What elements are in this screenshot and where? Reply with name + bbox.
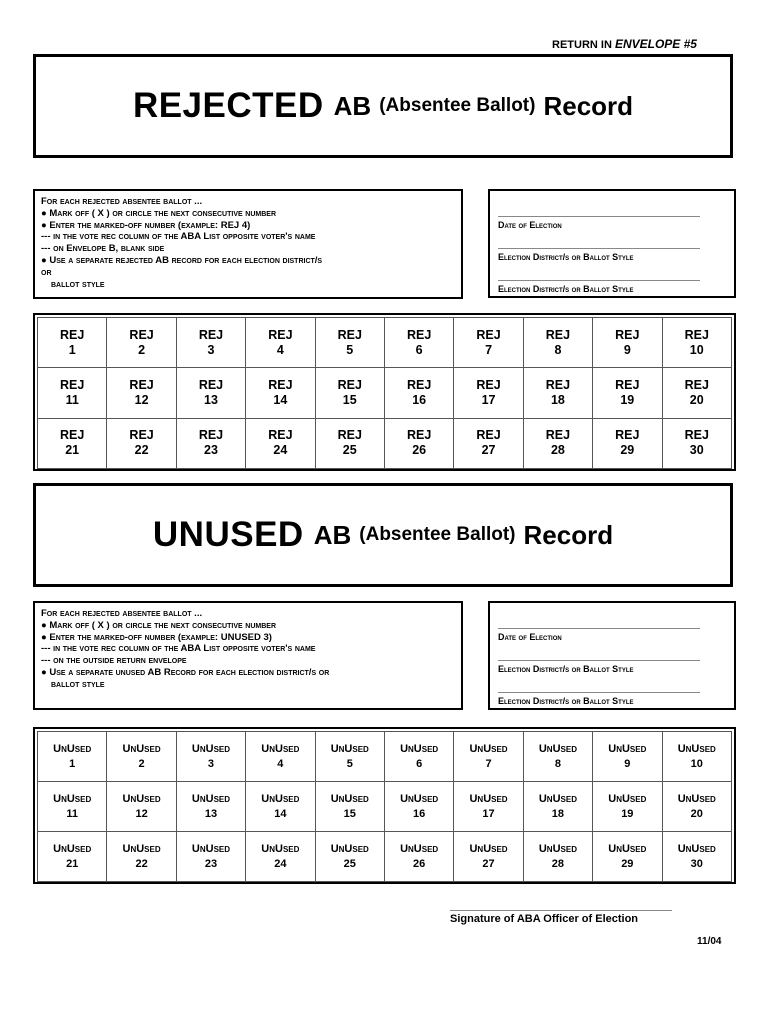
unused-title-box	[33, 483, 733, 587]
cell-prefix: UnUsed	[400, 792, 439, 805]
instruction-line: --- in the vote rec column of the ABA List opposite voter's name	[41, 643, 316, 655]
unused-number-cell[interactable]	[38, 782, 107, 832]
election-district-field[interactable]	[498, 248, 700, 262]
rejected-instructions	[33, 189, 463, 299]
rejected-title: REJECTED	[132, 86, 324, 125]
date-of-election-label: Date of Election	[498, 220, 562, 230]
cell-number: 27	[481, 443, 496, 458]
cell-number: 20	[689, 392, 704, 407]
cell-prefix: REJ	[545, 428, 571, 443]
instruction-line: ballot style	[51, 278, 105, 290]
cell-prefix: UnUsed	[608, 742, 647, 755]
rejected-number-cell[interactable]	[384, 368, 453, 418]
cell-prefix: UnUsed	[538, 842, 577, 855]
unused-number-cell[interactable]	[454, 782, 523, 832]
cell-number: 22	[134, 443, 149, 458]
cell-prefix: REJ	[60, 327, 85, 342]
cell-prefix: REJ	[198, 327, 224, 342]
cell-prefix: REJ	[615, 327, 640, 342]
election-district-field[interactable]	[498, 660, 700, 674]
cell-prefix: UnUsed	[677, 742, 716, 755]
unused-number-cell[interactable]	[523, 782, 592, 832]
cell-number: 1	[69, 757, 76, 770]
cell-number: 2	[138, 757, 145, 770]
cell-number: 13	[204, 807, 218, 820]
rejected-number-cell[interactable]	[246, 368, 315, 418]
instruction-line: --- on Envelope B, blank side	[41, 243, 165, 255]
cell-prefix: REJ	[615, 428, 640, 443]
cell-number: 11	[65, 392, 79, 407]
election-district-label: Election District/s or Ballot Style	[498, 664, 634, 674]
cell-prefix: UnUsed	[261, 742, 300, 755]
rejected-number-cell[interactable]	[454, 318, 523, 368]
cell-prefix: UnUsed	[538, 742, 577, 755]
unused-number-cell[interactable]	[315, 732, 384, 782]
election-district-field[interactable]	[498, 692, 700, 706]
instruction-line: ● Enter the marked-off number (example: UNUSED 3)	[41, 631, 272, 643]
instruction-line: ballot style	[51, 678, 105, 690]
cell-prefix: REJ	[198, 428, 224, 443]
rejected-number-cell[interactable]	[107, 418, 176, 468]
instruction-line: ● Use a separate unused AB Record for each election district/s or	[41, 666, 330, 678]
rejected-number-cell[interactable]	[523, 318, 592, 368]
rejected-number-cell[interactable]	[523, 368, 592, 418]
cell-prefix: REJ	[198, 377, 224, 392]
election-district-field[interactable]	[498, 280, 700, 294]
unused-number-cell[interactable]	[38, 732, 107, 782]
cell-number: 8	[554, 757, 561, 770]
cell-prefix: UnUsed	[53, 842, 92, 855]
unused-number-cell[interactable]	[107, 782, 176, 832]
unused-number-cell[interactable]	[315, 832, 384, 882]
cell-prefix: REJ	[268, 327, 293, 342]
unused-title-paren: (Absentee Ballot)	[359, 524, 516, 545]
cell-prefix: UnUsed	[330, 742, 369, 755]
cell-prefix: UnUsed	[469, 842, 508, 855]
election-district-label: Election District/s or Ballot Style	[498, 284, 634, 294]
rejected-title-box	[33, 54, 733, 158]
cell-prefix: REJ	[545, 327, 571, 342]
cell-number: 26	[413, 857, 426, 870]
cell-number: 15	[343, 807, 356, 820]
cell-number: 18	[551, 807, 565, 820]
unused-number-cell[interactable]	[107, 732, 176, 782]
return-envelope: ENVELOPE #5	[614, 37, 697, 51]
rejected-number-cell[interactable]	[246, 318, 315, 368]
unused-title: UNUSED	[152, 515, 304, 554]
rejected-number-cell[interactable]	[384, 418, 453, 468]
instruction-line: --- on the outside return envelope	[41, 655, 187, 667]
rejected-number-cell[interactable]	[38, 418, 107, 468]
signature-line[interactable]	[450, 910, 672, 911]
rejected-number-grid	[33, 313, 736, 471]
cell-prefix: UnUsed	[400, 842, 439, 855]
cell-prefix: REJ	[129, 327, 154, 342]
instruction-line: ● Enter the marked-off number (example: REJ 4)	[41, 219, 251, 231]
grid-row	[38, 368, 732, 418]
cell-number: 12	[135, 807, 148, 820]
cell-prefix: REJ	[406, 327, 432, 342]
cell-prefix: REJ	[476, 327, 501, 342]
unused-number-cell[interactable]	[454, 732, 523, 782]
cell-number: 16	[412, 392, 427, 407]
unused-number-cell[interactable]	[315, 782, 384, 832]
cell-prefix: REJ	[337, 428, 362, 443]
cell-number: 23	[204, 857, 218, 870]
rejected-number-cell[interactable]	[662, 368, 731, 418]
unused-number-cell[interactable]	[593, 832, 662, 882]
rejected-number-cell[interactable]	[176, 418, 245, 468]
unused-title-ab: AB	[313, 519, 352, 550]
cell-prefix: UnUsed	[53, 742, 92, 755]
unused-number-cell[interactable]	[384, 832, 453, 882]
cell-prefix: REJ	[268, 377, 293, 392]
grid-row	[38, 782, 732, 832]
rejected-title-ab: AB	[333, 90, 372, 121]
cell-prefix: UnUsed	[191, 742, 231, 755]
unused-number-cell[interactable]	[384, 732, 453, 782]
cell-number: 11	[66, 807, 79, 820]
cell-prefix: UnUsed	[191, 842, 231, 855]
election-district-label: Election District/s or Ballot Style	[498, 252, 634, 262]
form-date-code: 11/04	[697, 936, 722, 947]
unused-number-cell[interactable]	[523, 832, 592, 882]
cell-number: 17	[481, 392, 496, 407]
cell-prefix: REJ	[60, 377, 85, 392]
unused-number-cell[interactable]	[662, 832, 731, 882]
rejected-number-cell[interactable]	[38, 368, 107, 418]
rejected-number-cell[interactable]	[593, 418, 662, 468]
unused-number-grid	[33, 727, 736, 884]
cell-number: 17	[482, 807, 495, 820]
cell-number: 10	[689, 342, 704, 357]
cell-number: 7	[485, 342, 493, 357]
rejected-number-cell[interactable]	[176, 318, 245, 368]
cell-number: 15	[342, 392, 357, 407]
cell-number: 3	[207, 342, 215, 357]
rejected-number-cell[interactable]	[246, 418, 315, 468]
cell-number: 27	[482, 857, 495, 870]
cell-number: 4	[277, 757, 284, 770]
unused-number-cell[interactable]	[593, 732, 662, 782]
cell-number: 7	[485, 757, 492, 770]
cell-number: 5	[346, 342, 354, 357]
unused-number-cell[interactable]	[107, 832, 176, 882]
cell-prefix: REJ	[476, 377, 501, 392]
rejected-number-cell[interactable]	[315, 418, 384, 468]
cell-number: 1	[68, 342, 76, 357]
date-of-election-label: Date of Election	[498, 632, 562, 642]
cell-prefix: UnUsed	[330, 842, 369, 855]
unused-number-cell[interactable]	[246, 832, 315, 882]
cell-number: 25	[343, 857, 356, 870]
cell-prefix: REJ	[684, 377, 709, 392]
cell-number: 28	[551, 857, 565, 870]
rejected-number-cell[interactable]	[107, 368, 176, 418]
cell-number: 14	[273, 392, 288, 407]
cell-prefix: UnUsed	[469, 792, 508, 805]
rejected-number-cell[interactable]	[523, 418, 592, 468]
rejected-number-cell[interactable]	[593, 368, 662, 418]
cell-number: 2	[138, 342, 146, 357]
cell-number: 19	[621, 807, 634, 820]
cell-prefix: UnUsed	[122, 792, 161, 805]
cell-number: 4	[276, 342, 284, 357]
cell-prefix: REJ	[268, 428, 293, 443]
unused-info-box	[488, 601, 736, 710]
rejected-number-cell[interactable]	[176, 368, 245, 418]
cell-prefix: UnUsed	[469, 742, 508, 755]
cell-number: 13	[204, 392, 218, 407]
unused-number-cell[interactable]	[246, 782, 315, 832]
cell-number: 29	[620, 443, 635, 458]
cell-number: 5	[346, 757, 353, 770]
unused-number-cell[interactable]	[384, 782, 453, 832]
unused-number-cell[interactable]	[38, 832, 107, 882]
cell-number: 22	[135, 857, 148, 870]
cell-prefix: UnUsed	[261, 842, 300, 855]
cell-prefix: REJ	[337, 327, 362, 342]
cell-number: 19	[620, 392, 635, 407]
unused-number-cell[interactable]	[176, 832, 245, 882]
cell-prefix: REJ	[545, 377, 571, 392]
cell-prefix: REJ	[337, 377, 362, 392]
cell-number: 30	[690, 857, 703, 870]
unused-number-cell[interactable]	[662, 782, 731, 832]
instruction-line: ● Mark off ( X ) or circle the next consecutive number	[41, 207, 277, 219]
cell-prefix: UnUsed	[261, 792, 300, 805]
cell-number: 3	[207, 757, 215, 770]
cell-number: 30	[689, 443, 704, 458]
instruction-line: ● Mark off ( X ) or circle the next consecutive number	[41, 619, 277, 631]
cell-number: 14	[274, 807, 287, 820]
unused-number-cell[interactable]	[176, 732, 245, 782]
rejected-number-cell[interactable]	[662, 318, 731, 368]
rejected-number-cell[interactable]	[593, 318, 662, 368]
instruction-line: --- in the vote rec column of the ABA List opposite voter's name	[41, 231, 316, 243]
return-prefix: RETURN IN	[552, 39, 612, 51]
election-district-label: Election District/s or Ballot Style	[498, 696, 634, 706]
rejected-title-paren: (Absentee Ballot)	[379, 95, 536, 116]
cell-prefix: UnUsed	[191, 792, 231, 805]
date-of-election-field[interactable]	[498, 628, 700, 642]
rejected-title-record: Record	[543, 90, 634, 121]
cell-prefix: UnUsed	[538, 792, 577, 805]
cell-number: 21	[65, 443, 80, 458]
instruction-line: or	[41, 266, 52, 278]
cell-number: 24	[273, 443, 288, 458]
rejected-number-cell[interactable]	[454, 368, 523, 418]
cell-prefix: REJ	[684, 428, 709, 443]
unused-title-record: Record	[523, 519, 614, 550]
cell-number: 20	[690, 807, 703, 820]
cell-prefix: UnUsed	[330, 792, 369, 805]
grid-row	[38, 832, 732, 882]
cell-number: 9	[623, 342, 631, 357]
cell-prefix: UnUsed	[400, 742, 439, 755]
date-of-election-field[interactable]	[498, 216, 700, 230]
rejected-info-box	[488, 189, 736, 298]
return-instruction	[552, 37, 697, 51]
cell-number: 18	[550, 392, 565, 407]
cell-number: 6	[415, 342, 423, 357]
cell-number: 10	[690, 757, 703, 770]
rejected-number-cell[interactable]	[454, 418, 523, 468]
cell-number: 8	[554, 342, 562, 357]
cell-prefix: REJ	[129, 428, 154, 443]
grid-row	[38, 418, 732, 468]
cell-number: 23	[204, 443, 218, 458]
cell-number: 16	[413, 807, 426, 820]
rejected-number-cell[interactable]	[315, 368, 384, 418]
cell-prefix: REJ	[406, 428, 432, 443]
instruction-line: ● Use a separate rejected AB record for each election district/s	[41, 254, 323, 266]
cell-prefix: REJ	[615, 377, 640, 392]
cell-number: 25	[342, 443, 357, 458]
unused-number-cell[interactable]	[662, 732, 731, 782]
grid-row	[38, 318, 732, 368]
unused-instructions	[33, 601, 463, 710]
instruction-line: For each rejected absentee ballot ...	[41, 608, 203, 619]
cell-prefix: REJ	[406, 377, 432, 392]
rejected-number-cell[interactable]	[384, 318, 453, 368]
rejected-number-cell[interactable]	[107, 318, 176, 368]
cell-prefix: REJ	[684, 327, 709, 342]
rejected-number-cell[interactable]	[38, 318, 107, 368]
cell-prefix: REJ	[476, 428, 501, 443]
cell-prefix: UnUsed	[53, 792, 92, 805]
rejected-number-cell[interactable]	[315, 318, 384, 368]
grid-row	[38, 732, 732, 782]
unused-number-cell[interactable]	[593, 782, 662, 832]
cell-prefix: UnUsed	[122, 742, 161, 755]
cell-prefix: UnUsed	[677, 842, 716, 855]
cell-prefix: REJ	[129, 377, 154, 392]
signature-label: Signature of ABA Officer of Election	[450, 913, 639, 925]
cell-number: 21	[66, 857, 79, 870]
unused-number-cell[interactable]	[523, 732, 592, 782]
unused-number-cell[interactable]	[454, 832, 523, 882]
cell-number: 9	[624, 757, 631, 770]
instruction-line: For each rejected absentee ballot ...	[41, 196, 203, 207]
cell-prefix: UnUsed	[608, 842, 647, 855]
unused-number-cell[interactable]	[176, 782, 245, 832]
cell-number: 26	[412, 443, 427, 458]
cell-prefix: UnUsed	[608, 792, 647, 805]
rejected-number-cell[interactable]	[662, 418, 731, 468]
cell-prefix: UnUsed	[677, 792, 716, 805]
cell-number: 28	[550, 443, 565, 458]
cell-prefix: REJ	[60, 428, 85, 443]
cell-number: 24	[274, 857, 287, 870]
unused-number-cell[interactable]	[246, 732, 315, 782]
cell-prefix: UnUsed	[122, 842, 161, 855]
cell-number: 6	[416, 757, 423, 770]
cell-number: 29	[621, 857, 634, 870]
cell-number: 12	[134, 392, 149, 407]
